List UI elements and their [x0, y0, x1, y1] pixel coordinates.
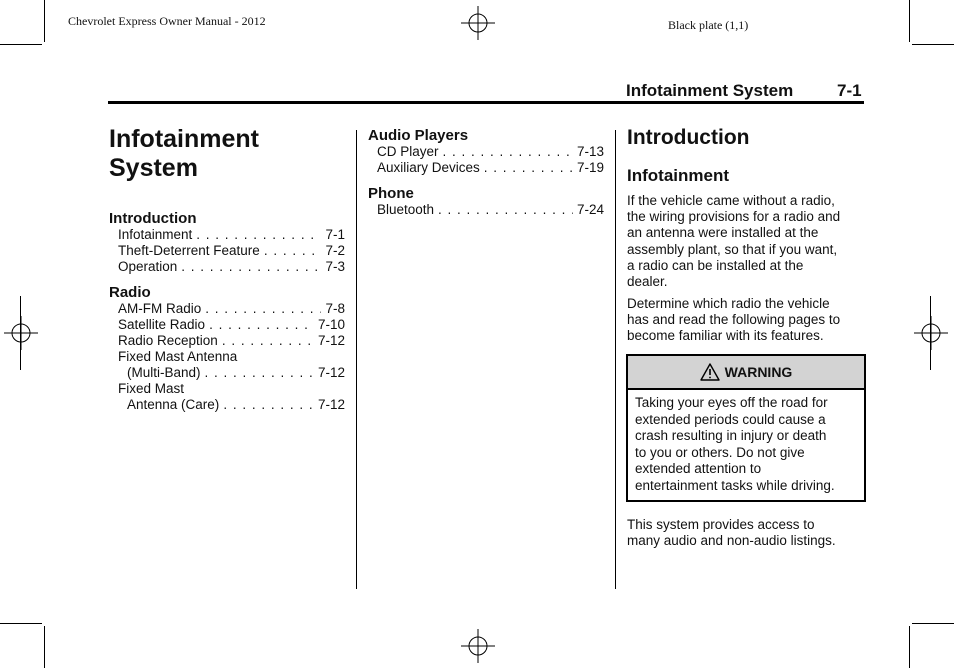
paragraph — [627, 517, 863, 549]
paragraph — [627, 193, 863, 290]
text-line: extended periods could cause a — [635, 411, 826, 427]
text-line: crash resulting in injury or death — [635, 428, 827, 443]
chapter-title — [109, 125, 259, 183]
crop-mark — [44, 626, 45, 668]
text-line: has and read the following pages to — [627, 312, 841, 328]
text-line: Taking your eyes off the road for — [635, 395, 828, 410]
leader-dots — [438, 202, 573, 218]
leader-dots — [223, 397, 314, 413]
paragraph — [627, 296, 863, 345]
toc-entry-label: Operation — [118, 259, 178, 274]
toc-entry-page: 7-2 — [325, 243, 345, 258]
toc-section-phone — [368, 185, 604, 218]
text-line: dealer. — [627, 274, 668, 290]
text-line: many audio and non-audio listings. — [627, 533, 836, 549]
toc-entry-label: Fixed Mast — [118, 381, 185, 396]
text-line: This system provides access to — [627, 517, 815, 532]
toc-entry[interactable] — [377, 160, 604, 176]
leader-dots — [209, 317, 314, 333]
toc-entry-label: Fixed Mast Antenna — [118, 349, 238, 364]
toc-entry[interactable] — [118, 349, 345, 381]
toc-heading: Audio Players — [368, 127, 469, 144]
text-line: assembly plant, so that if you want, — [627, 241, 838, 257]
toc-entry-label: Radio Reception — [118, 333, 218, 348]
chapter-title-line: Infotainment — [109, 125, 259, 153]
registration-mark-icon — [461, 629, 495, 663]
toc-section-radio — [109, 284, 345, 413]
leader-dots — [484, 160, 573, 176]
toc-section-audio-players — [368, 127, 604, 176]
toc-entry-label: Auxiliary Devices — [377, 160, 480, 175]
toc-entry-page: 7-8 — [325, 301, 345, 316]
page-number: 7-1 — [837, 81, 862, 100]
toc-entry-label: Theft-Deterrent Feature — [118, 243, 260, 258]
leader-dots — [205, 301, 321, 317]
toc-entry-label: CD Player — [377, 144, 439, 159]
section-header-title: Infotainment System — [626, 81, 794, 100]
warning-box — [626, 354, 866, 502]
content-subheading: Infotainment — [627, 166, 729, 185]
toc-heading: Introduction — [109, 210, 197, 227]
toc-entry[interactable] — [118, 381, 345, 413]
toc-entry[interactable] — [118, 243, 345, 259]
registration-mark-icon — [461, 6, 495, 40]
toc-entry-page: 7-12 — [317, 365, 345, 380]
text-line: extended attention to — [635, 461, 762, 476]
toc-entry-page: 7-1 — [325, 227, 345, 242]
warning-icon — [700, 363, 720, 381]
column-divider — [356, 130, 357, 589]
toc-entry-label: Infotainment — [118, 227, 193, 242]
toc-entry[interactable] — [118, 259, 345, 275]
column-divider — [615, 130, 616, 589]
crop-mark — [0, 623, 42, 624]
text-line: become familiar with its features. — [627, 328, 824, 344]
running-header-left: Chevrolet Express Owner Manual - 2012 — [68, 14, 266, 28]
toc-entry-page: 7-13 — [576, 144, 604, 159]
header-rule — [108, 101, 864, 104]
toc-entry[interactable] — [118, 227, 345, 243]
toc-entry-label-continued: (Multi-Band) — [127, 365, 201, 380]
toc-entry[interactable] — [118, 333, 345, 349]
toc-section-introduction — [109, 210, 345, 275]
text-line: to you or others. Do not give — [635, 444, 805, 460]
registration-tick — [930, 296, 931, 370]
toc-heading: Radio — [109, 284, 151, 301]
running-header-right: Black plate (1,1) — [668, 18, 749, 32]
crop-mark — [912, 44, 954, 45]
crop-mark — [0, 44, 42, 45]
toc-entry-page: 7-12 — [317, 397, 345, 412]
leader-dots — [264, 243, 322, 259]
text-line: the wiring provisions for a radio and — [627, 209, 841, 225]
toc-entry-label: Bluetooth — [377, 202, 435, 217]
leader-dots — [205, 365, 314, 381]
toc-entry[interactable] — [377, 202, 604, 218]
content-heading: Introduction — [627, 126, 750, 149]
crop-mark — [909, 0, 910, 42]
toc-entry[interactable] — [118, 317, 345, 333]
crop-mark — [44, 0, 45, 42]
toc-entry-page: 7-24 — [576, 202, 604, 217]
registration-tick — [20, 296, 21, 370]
toc-heading: Phone — [368, 185, 414, 202]
leader-dots — [443, 144, 573, 160]
leader-dots — [181, 259, 321, 275]
toc-entry-page: 7-12 — [317, 333, 345, 348]
registration-mark-icon — [914, 316, 948, 350]
leader-dots — [196, 227, 321, 243]
text-line: entertainment tasks while driving. — [635, 477, 835, 493]
toc-entry-page: 7-19 — [576, 160, 604, 175]
warning-text — [628, 390, 864, 499]
toc-entry-label-continued: Antenna (Care) — [127, 397, 220, 412]
leader-dots — [222, 333, 314, 349]
text-line: a radio can be installed at the — [627, 257, 804, 273]
text-line: Determine which radio the vehicle — [627, 296, 830, 311]
registration-mark-icon — [4, 316, 38, 350]
chapter-title-line: System — [109, 154, 198, 182]
text-line: an antenna were installed at the — [627, 225, 819, 241]
toc-entry[interactable] — [118, 301, 345, 317]
warning-label: WARNING — [724, 364, 793, 380]
text-line: If the vehicle came without a radio, — [627, 193, 835, 208]
toc-entry-page: 7-10 — [317, 317, 345, 332]
warning-header — [628, 356, 864, 390]
toc-entry-label: AM-FM Radio — [118, 301, 202, 316]
crop-mark — [909, 626, 910, 668]
toc-entry-label: Satellite Radio — [118, 317, 206, 332]
toc-entry-page: 7-3 — [325, 259, 345, 274]
crop-mark — [912, 623, 954, 624]
toc-entry[interactable] — [377, 144, 604, 160]
